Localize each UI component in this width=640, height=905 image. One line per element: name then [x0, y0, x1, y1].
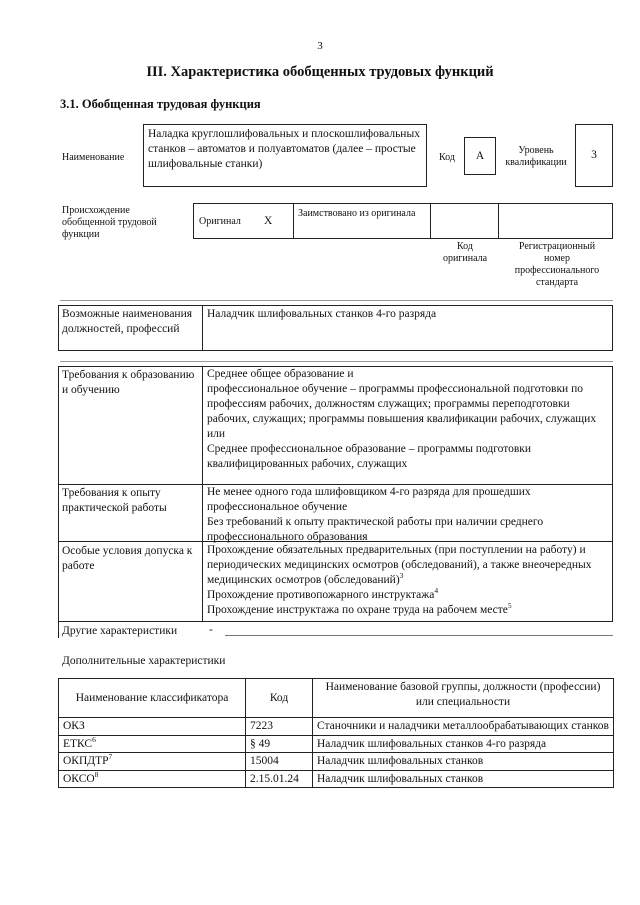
special-line: Прохождение обязательных предварительных (при поступлении на работу) и периодических медицинских осмотров (обследований), а также внеочередных медицинских осмотров (обследований)$^3$ [207, 544, 592, 586]
classifier-name: ОКПДТР$^7$ [59, 753, 246, 771]
code-original-label: Код оригинала [442, 241, 488, 264]
level-box [575, 124, 613, 187]
other-label: Другие характеристики [62, 625, 178, 637]
classifier-code: 2.15.01.24 [246, 770, 313, 788]
footnote-ref: 3 [399, 571, 404, 581]
education-line: Среднее общее образование и [207, 368, 354, 380]
footnote-ref: 6 [92, 734, 96, 744]
header-group-name: Наименование базовой группы, должности (профессии) или специальности [313, 679, 614, 718]
reg-number-label: Регистрационный номер профессионального стандарта [514, 241, 600, 288]
level-value: 3 [591, 149, 597, 161]
table-row [59, 718, 614, 736]
classifier-code: 15004 [246, 753, 313, 771]
classifier-name: ОКЗ [59, 718, 246, 736]
name-value: Наладка круглошлифовальных и плоскошлифовальных станков – автоматов и полуавтоматов (далее – простые шлифовальные станки) [148, 128, 420, 170]
footnote-ref: 4 [434, 586, 439, 596]
classifier-title: Станочники и наладчики металлообрабатывающих станков [313, 718, 614, 736]
additional-title: Дополнительные характеристики [62, 655, 226, 667]
code-box [464, 137, 496, 175]
classifier-table [58, 678, 614, 788]
original-mark: X [264, 215, 273, 227]
original-label: Оригинал [199, 216, 241, 227]
special-line: Прохождение инструктажа по охране труда на рабочем месте$^5$ [207, 601, 512, 616]
special-lines [207, 543, 611, 618]
classifier-name: ЕТКС$^6$ [59, 735, 246, 753]
footnote-ref: 5 [507, 601, 512, 611]
other-value: - [209, 624, 213, 636]
education-lines [207, 367, 611, 472]
experience-lines [207, 485, 611, 545]
education-line: Среднее профессиональное образование – программы подготовки квалифицированных рабочих, служащих [207, 443, 532, 470]
table-row [59, 753, 614, 771]
table-row [59, 735, 614, 753]
name-label: Наименование [62, 152, 125, 163]
header-code: Код [246, 679, 313, 718]
experience-line: Без требований к опыту практической работы при наличии среднего профессионального образования [207, 516, 544, 543]
classifier-title: Наладчик шлифовальных станков [313, 753, 614, 771]
borrowed-label: Заимствовано из оригинала [298, 208, 416, 219]
code-value: A [475, 150, 485, 162]
classifier-code: 7223 [246, 718, 313, 736]
section-title: III. Характеристика обобщенных трудовых функций [146, 64, 494, 80]
code-label: Код [439, 152, 455, 163]
special-line: Прохождение противопожарного инструктажа$^4$ [207, 586, 439, 601]
positions-value: Наладчик шлифовальных станков 4-го разряда [207, 308, 437, 320]
special-label: Особые условия допуска к работе [62, 545, 193, 572]
education-line: профессиональное обучение – программы профессиональной подготовки по профессиям рабочих, должностям служащих; программы переподготовки рабочих, служащих; программы повышения квалификации рабочих, служащих [207, 383, 597, 425]
origin-label: Происхождение обобщенной трудовой функции [62, 205, 157, 240]
footnote-ref: 8 [94, 769, 99, 779]
classifier-code: § 49 [246, 735, 313, 753]
positions-label: Возможные наименования должностей, профессий [62, 308, 193, 335]
name-box [143, 124, 427, 187]
footnote-ref: 7 [108, 752, 113, 762]
header-classifier: Наименование классификатора [59, 679, 246, 718]
education-label: Требования к образованию и обучению [62, 369, 195, 396]
classifier-name: ОКСО$^8$ [59, 770, 246, 788]
education-line: или [207, 428, 226, 440]
table-header-row [59, 679, 614, 718]
table-row [59, 770, 614, 788]
page-number: 3 [317, 40, 323, 52]
classifier-title: Наладчик шлифовальных станков 4-го разряда [313, 735, 614, 753]
level-label: Уровень квалификации [505, 145, 567, 168]
subsection-title: 3.1. Обобщенная трудовая функция [60, 97, 261, 111]
experience-line: Не менее одного года шлифовщиком 4-го разряда для прошедших профессиональное обучение [207, 486, 531, 513]
experience-label: Требования к опыту практической работы [62, 487, 167, 514]
classifier-title: Наладчик шлифовальных станков [313, 770, 614, 788]
